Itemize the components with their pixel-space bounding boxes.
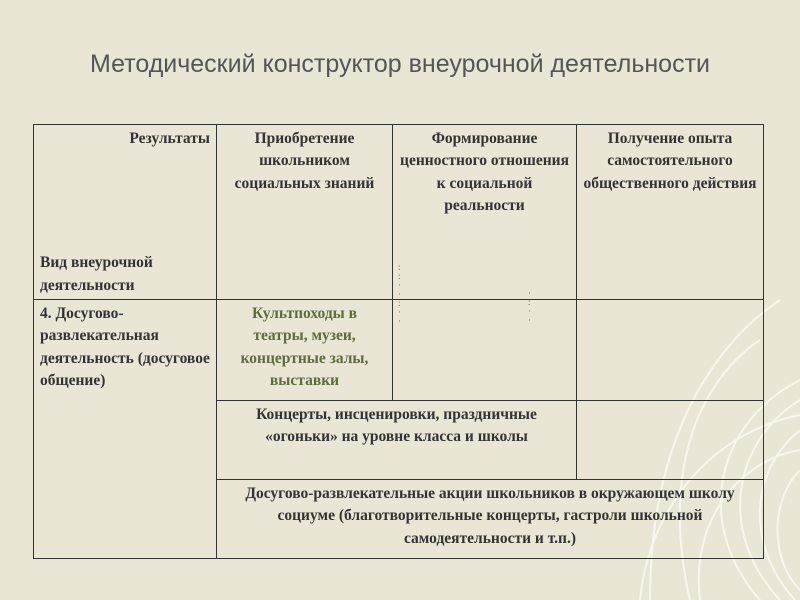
- decorative-dots: · : · ·: [528, 288, 531, 325]
- row-label-cell: 4. Досугово-развлекательная деятельность (досуговое общение): [34, 300, 217, 559]
- corner-activity-line-2: деятельности: [40, 276, 135, 294]
- header-level-2: Формирование ценностного отношения к социальной реальности: [393, 125, 577, 300]
- empty-cell: [577, 401, 764, 480]
- corner-results-label: Результаты: [129, 130, 210, 147]
- page-title: Методический конструктор внеурочной деятельности: [90, 50, 710, 78]
- level-2-cell: Концерты, инсценировки, праздничные «огоньки» на уровне класса и школы: [217, 401, 577, 480]
- constructor-table: [33, 124, 764, 559]
- decorative-dots: : : · · : · ·: [398, 262, 401, 326]
- level-3-cell: Досугово-развлекательные акции школьников в окружающем школу социуме (благотворительные концерты, гастроли школьной самодеятельности и т.п.): [217, 480, 764, 559]
- corner-cell: [34, 125, 217, 300]
- corner-activity-line-1: Вид внеурочной: [40, 254, 153, 272]
- header-level-1: Приобретение школьником социальных знаний: [217, 125, 393, 300]
- empty-cell: [393, 300, 577, 401]
- level-1-cell: Культпоходы в театры, музеи, концертные залы, выставки: [217, 300, 393, 401]
- header-level-3: Получение опыта самостоятельного общественного действия: [577, 125, 764, 300]
- corner-activity-label: [40, 252, 153, 297]
- empty-cell: [577, 300, 764, 401]
